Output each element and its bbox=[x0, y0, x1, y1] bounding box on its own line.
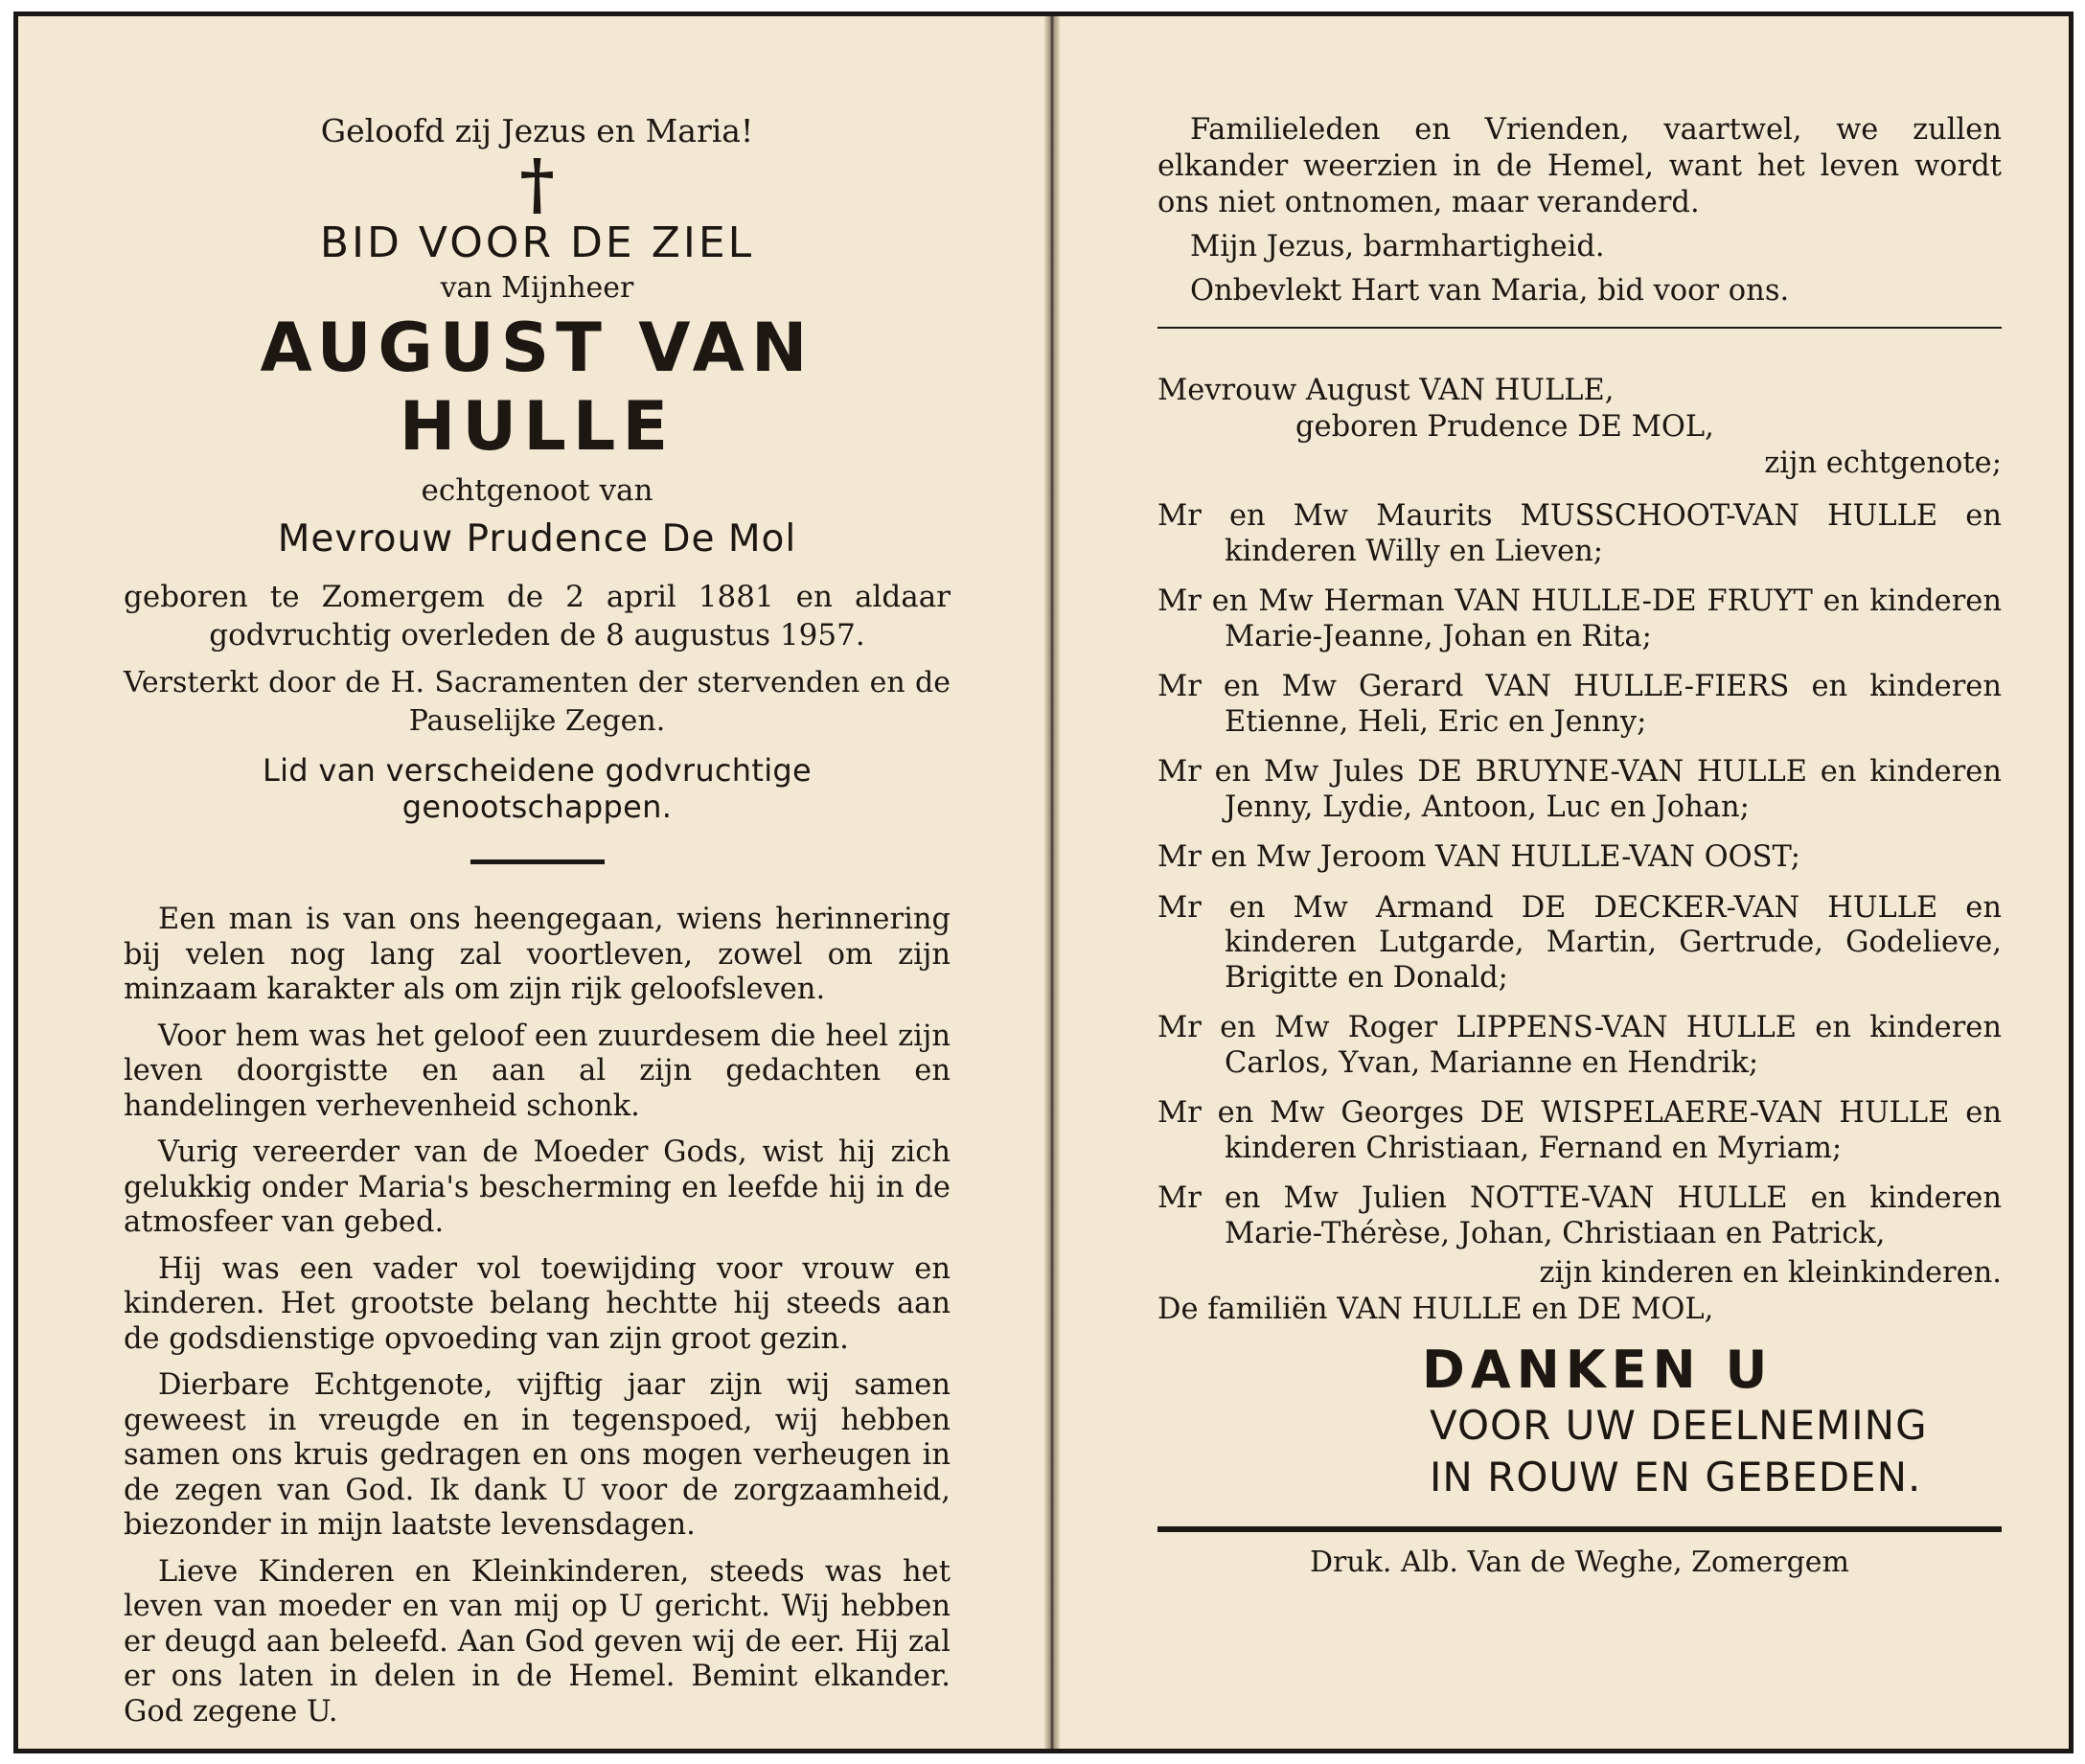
family-entry: Mr en Mw Maurits MUSSCHOOT-VAN HULLE en kinderen Willy en Lieven; bbox=[1157, 499, 2002, 568]
family-entry: Mr en Mw Julien NOTTE-VAN HULLE en kinderen Marie-Thérèse, Johan, Christiaan en Patrick, bbox=[1157, 1181, 2002, 1250]
family-entry: Mr en Mw Jules DE BRUYNE-VAN HULLE en kinderen Jenny, Lydie, Antoon, Luc en Johan; bbox=[1157, 755, 2002, 824]
family-entry: Mr en Mw Georges DE WISPELAERE-VAN HULLE en kinderen Christiaan, Fernand en Myriam; bbox=[1157, 1096, 2002, 1165]
thanks-heading: DANKEN U bbox=[1422, 1340, 1774, 1400]
paragraph: Lieve Kinderen en Kleinkinderen, steeds was het leven van moeder en van mij op U gericht. Wij hebben er deugd aan beleefd. Aan God geven wij de eer. Hij zal er ons laten in delen in de Hemel. Bemint elkander. God zegene U. bbox=[124, 1554, 951, 1729]
sacraments-text: Versterkt door de H. Sacramenten der stervenden en de Pauselijke Zegen. bbox=[124, 666, 951, 738]
prayer-line: Onbevlekt Hart van Maria, bid voor ons. bbox=[1190, 274, 1790, 308]
paragraph: Hij was een vader vol toewijding voor vrouw en kinderen. Het grootste belang hechtte hij steeds aan de godsdienstige opvoeding van zijn groot gezin. bbox=[124, 1251, 951, 1356]
divider bbox=[1157, 327, 2002, 329]
thanks-line: VOOR UW DEELNEMING bbox=[1430, 1402, 1928, 1449]
thanks-line: IN ROUW EN GEBEDEN. bbox=[1430, 1454, 1922, 1501]
right-panel bbox=[1060, 16, 2069, 1749]
card-fold bbox=[1044, 16, 1060, 1749]
children-closing: zijn kinderen en kleinkinderen. bbox=[1539, 1256, 2002, 1290]
invocation: Geloofd zij Jezus en Maria! bbox=[320, 112, 754, 149]
memorial-card bbox=[13, 11, 2074, 1753]
family-entry: Mr en Mw Herman VAN HULLE-DE FRUYT en kinderen Marie-Jeanne, Johan en Rita; bbox=[1157, 584, 2002, 653]
paragraph: Een man is van ons heengegaan, wiens herinnering bij velen nog lang zal voortleven, zowel om zijn minzaam karakter als om zijn rijk geloofsleven. bbox=[124, 903, 951, 1006]
cross-icon: † bbox=[519, 144, 555, 223]
membership: Lid van verscheidene godvruchtige genootschappen. bbox=[262, 752, 813, 825]
family-entry: Mr en Mw Armand DE DECKER-VAN HULLE en kinderen Lutgarde, Martin, Gertrude, Godelieve, Brigitte en Donald; bbox=[1157, 890, 2002, 995]
paragraph: Dierbare Echtgenote, vijftig jaar zijn wij samen geweest in vreugde en in tegenspoed, wij hebben samen ons kruis gedragen en ons mogen verheugen in de zegen van God. Ik dank U voor de zorgzaamheid, biezonder in mijn laatste levensdagen. bbox=[124, 1368, 951, 1542]
left-panel bbox=[18, 16, 1044, 1749]
prayer-heading: BID VOOR DE ZIEL bbox=[319, 218, 755, 267]
divider bbox=[470, 859, 605, 864]
spouse-name: Mevrouw Prudence De Mol bbox=[277, 517, 797, 561]
families-line: De familiën VAN HULLE en DE MOL, bbox=[1157, 1293, 1714, 1326]
deceased-name: AUGUST VAN HULLE bbox=[260, 309, 814, 466]
widow-line: zijn echtgenote; bbox=[1764, 447, 2002, 480]
farewell-text: Familieleden en Vrienden, vaartwel, we zullen elkander weerzien in de Hemel, want het leven wordt ons niet ontnomen, maar veranderd. bbox=[1157, 113, 2002, 219]
family-entry: Mr en Mw Roger LIPPENS-VAN HULLE en kinderen Carlos, Yvan, Marianne en Hendrik; bbox=[1157, 1011, 2002, 1080]
van-mijnheer: van Mijnheer bbox=[440, 271, 634, 305]
birth-death-dates: geboren te Zomergem de 2 april 1881 en aldaar godvruchtig overleden de 8 augustus 1957. bbox=[124, 580, 951, 653]
printer-credit: Druk. Alb. Van de Weghe, Zomergem bbox=[1310, 1546, 1849, 1579]
widow-line: geboren Prudence DE MOL, bbox=[1295, 410, 1714, 444]
family-entry: Mr en Mw Gerard VAN HULLE-FIERS en kinderen Etienne, Heli, Eric en Jenny; bbox=[1157, 670, 2002, 739]
paragraph: Vurig vereerder van de Moeder Gods, wist hij zich gelukkig onder Maria's bescherming en leefde hij in de atmosfeer van gebed. bbox=[124, 1135, 951, 1239]
family-entry: Mr en Mw Jeroom VAN HULLE-VAN OOST; bbox=[1157, 840, 1801, 874]
divider bbox=[1157, 1526, 2002, 1532]
paragraph: Voor hem was het geloof een zuurdesem die heel zijn leven doorgistte en aan al zijn gedachten en handelingen verhevenheid schonk. bbox=[124, 1019, 951, 1123]
spouse-intro: echtgenoot van bbox=[421, 473, 653, 508]
prayer-line: Mijn Jezus, barmhartigheid. bbox=[1190, 230, 1605, 263]
widow-line: Mevrouw August VAN HULLE, bbox=[1157, 374, 1615, 407]
